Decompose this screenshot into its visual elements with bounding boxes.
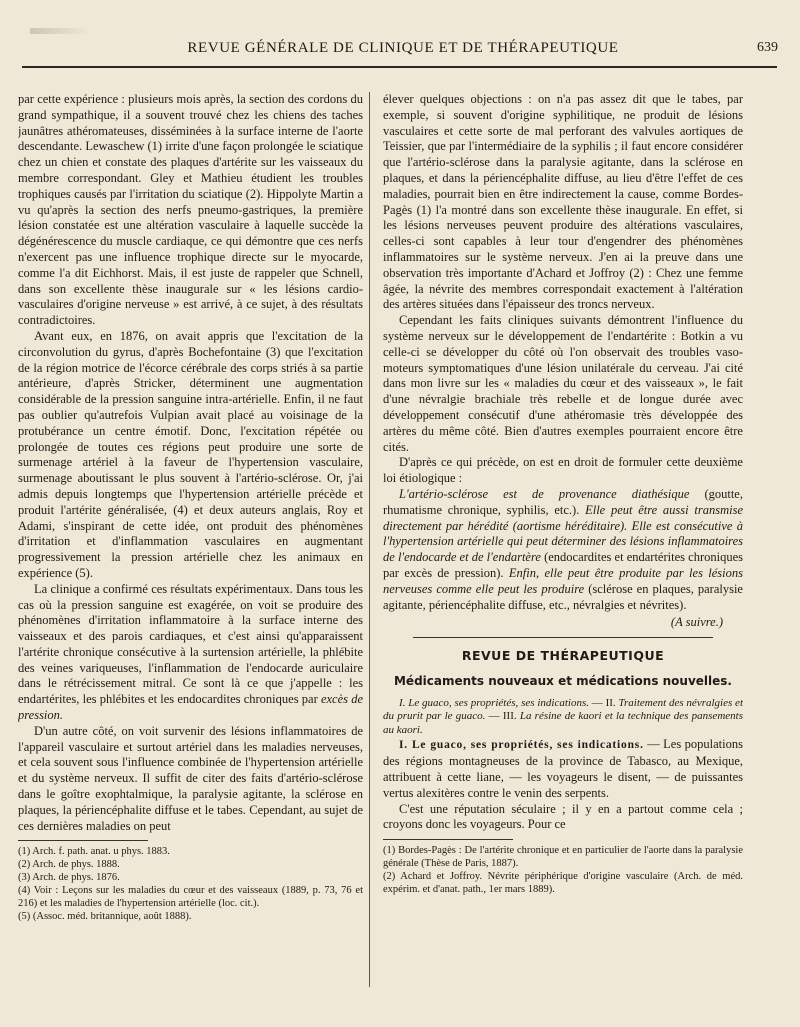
to-be-continued: (A suivre.) [670, 615, 723, 630]
toc-item: I. Le guaco, ses propriétés, ses indications. [399, 696, 589, 709]
footnote: (2) Arch. de phys. 1888. [18, 859, 120, 871]
law-italic: Elle peut être aussi transmise directement par hérédité (aortisme héréditaire). Elle est consécutive à l'hypertension artérielle qui peut déterminer des lésions inflammatoires de l'endocarde et de l'endartère [383, 502, 743, 565]
paragraph: C'est une réputation séculaire ; il y en a partout comme cela ; croyons donc les voyageurs. Pour ce [383, 801, 743, 832]
left-column [18, 92, 363, 997]
footnote: (4) Voir : Leçons sur les maladies du cœur et des vaisseaux (1889, p. 73, 76 et 216) et les maladies de l'hypertension artérielle (loc. cit.). [18, 885, 363, 910]
toc-sep: — II. [588, 696, 619, 709]
paragraph: élever quelques objections : on n'a pas assez dit que le tabes, par exemple, si souvent d'origine syphilitique, ne produit de lésions vasculaires et cette sorte de mal perforant des valvules aortiques de Teissier, que par l'intermédiaire de la syphilis ; il faut encore considérer que l'artério-sclérose dans la paralysie agitante, dans la sclérose en plaques, et dans la périencéphalite diffuse, au lieu d'être l'effet de ces maladies, pourrait bien en être indirectement la cause, comme Bordes-Pagès (1) l'a montré dans son excellente thèse inaugurale. En effet, si les lésions nerveuses peuvent produire des altérations vasculaires, celles-ci sont capables à leur tour d'engendrer des phénomènes inflammatoires sur le système nerveux. J'en ai la preuve dans une observation très importante d'Achard et Joffroy (2) : Chez une femme âgée, la névrite des membres correspondait exactement à l'altération des artères situées dans l'épaisseur des troncs nerveux. [383, 92, 743, 312]
footnote: (5) (Assoc. méd. britannique, août 1888). [18, 911, 192, 923]
subsection-title: Médicaments nouveaux et médications nouvelles. [393, 673, 732, 688]
footnote-rule [383, 839, 513, 840]
etiological-law [383, 487, 743, 613]
law-italic: Enfin, elle peut être produite par les lésions nerveuses comme elle peut les produire [383, 565, 743, 596]
toc-sep: — III. [485, 710, 520, 723]
toc-item: La résine de kaori et la technique des pansements au kaori. [383, 710, 743, 736]
paragraph [383, 737, 743, 801]
paragraph: par cette expérience : plusieurs mois après, la section des cordons du grand sympathique, il a souvent trouvé chez les chiens des taches jaunâtres athéromateuses, disséminées à la surface interne de l'aorte descendante. Lewaschew (1) irrite d'une façon prolongée le sciatique chez un chien et constate des plaques d'artérite sur les vaisseaux du membre correspondant. Gley et Mathieu étudient les troubles trophiques causés par l'irritation du sciatique (2). Hippolyte Martin a vu qu'après la section des nerfs pneumo-gastriques, la première lésion constatée est une altération vasculaire à laquelle succède la dégénérescence du muscle cardiaque, ce qui démontre que ces nerfs n'exercent pas une influence trophique directe sur le myocarde, comme l'a dit Eichhorst. Mais, il est juste de rappeler que Schnell, dans son excellente thèse inaugurale sur « les lésions cardio-vasculaires d'origine nerveuse » est arrivé, à ce sujet, à des résultats contradictoires. [18, 92, 363, 328]
footnote: (2) Achard et Joffroy. Névrite périphérique d'origine vasculaire (Arch. de méd. expérim. et d'anat. path., 1er mars 1889). [383, 871, 743, 896]
right-column [383, 92, 743, 997]
article-heading: I. Le guaco, ses propriétés, ses indications. [399, 739, 644, 752]
left-footnotes [18, 840, 363, 923]
contents-summary [383, 697, 743, 738]
running-title: REVUE GÉNÉRALE DE CLINIQUE ET DE THÉRAPEUTIQUE [187, 40, 619, 56]
law-italic: L'artério-sclérose est de provenance diathésique [399, 486, 690, 501]
section-rule [413, 637, 713, 638]
footnote: (1) Arch. f. path. anat. u phys. 1883. [18, 846, 170, 858]
paragraph: D'un autre côté, on voit survenir des lésions inflammatoires de l'appareil vasculaire et surtout artériel dans les maladies nerveuses, et cela souvent sous l'influence combinée de l'hypertension artérielle et du système nerveux. Il suffit de citer des faits d'artério-sclérose dans le goître exophtalmique, la paralysie agitante, la sclérose en plaques, la périencéphalite diffuse et le tabes. Cependant, au sujet de ces dernières maladies on peut [18, 723, 363, 833]
law-text: (sclérose en plaques, paralysie agitante, périencéphalite diffuse, etc., névralgies et névrites). [383, 581, 743, 612]
footnote-rule [18, 840, 148, 841]
toc-item: Traitement des névralgies et du prurit par le guaco. [383, 696, 743, 723]
page-number: 639 [757, 40, 778, 55]
paragraph-text: — Les populations des régions montagneuses de la province de Tabasco, au Mexique, attribuent à cette liane, — les voyageurs le disent, — de puissantes vertus alexitères contre le venin des serpents. [383, 737, 743, 800]
paragraph: Cependant les faits cliniques suivants démontrent l'influence du système nerveux sur le développement de l'endartérite : Botkin a vu celle-ci se développer du côté où l'on observait des troubles vaso-moteurs symptomatiques d'une lésion unilatérale du cerveau. J'ai cité dans mon livre sur les « maladies du cœur et des vaisseaux », le fait d'une névralgie brachiale très rebelle et de longue durée avec développement consécutif d'une athéromasie très développée des artères du même côté. Bien d'autres exemples pourraient encore être cités. [383, 313, 743, 454]
law-text: (goutte, rhumatisme chronique, syphilis, etc.). [383, 486, 743, 517]
italic-phrase: excès de pression. [18, 692, 363, 723]
paragraph-text: La clinique a confirmé ces résultats expérimentaux. Dans tous les cas où la pression sanguine est exagérée, on voit se produire des phénomènes d'irritation inflammatoire à la surface interne des vaisseaux et des parois cardiaques, et c'est ainsi qu'apparaissent l'artérite chronique consécutive à la surtension artérielle, la phlébite des veines variqueuses, l'inflammation de l'endocarde auriculaire dans le rétrécissement mitral. Ce sont là ce que j'appelle : les endartérites, les phlébites et les endocardites chroniques par [18, 581, 363, 707]
header-rule [22, 66, 777, 68]
scan-smudge [30, 28, 90, 34]
column-divider [369, 92, 370, 987]
paragraph [18, 582, 363, 724]
section-title: REVUE DE THÉRAPEUTIQUE [461, 648, 665, 664]
footnote: (3) Arch. de phys. 1876. [18, 872, 120, 884]
paragraph: Avant eux, en 1876, on avait appris que l'excitation de la circonvolution du gyrus, d'après Bochefontaine (3) que l'excitation de la région motrice de l'écorce cérébrale des corps striés à sa partie antérieure, d'après Stricker, déterminent une augmentation considérable de la pression sanguine intra-artérielle. Enfin, il ne faut pas oublier qu'autrefois Vulpian avait placé au voisinage de la protubérance un centre émotif. Donc, l'excitation répétée ou prolongée de toutes ces régions peut produire une sorte de surmenage artériel à la faveur de l'hypertension vasculaire, surmenage aboutissant le plus souvent à l'artério-sclérose. Or, j'ai admis depuis longtemps que l'hypertension artérielle précède et produit l'artérite généralisée, (4) et deux auteurs anglais, Roy et Adami, s'inspirant de cette idée, ont produit des phénomènes d'irritation et d'inflammation vasculaires en augmentant progressivement la pression artérielle chez les animaux en expérience (5). [18, 328, 363, 580]
paragraph: D'après ce qui précède, on est en droit de formuler cette deuxième loi étiologique : [383, 455, 743, 486]
law-text: (endocardites et endartérites chroniques par excès de pression). [383, 550, 743, 580]
footnote: (1) Bordes-Pagès : De l'artérite chronique et en particulier de l'aorte dans la paralysie générale (Thèse de Paris, 1887). [383, 845, 743, 870]
right-footnotes [383, 839, 743, 896]
page-header [28, 40, 778, 62]
